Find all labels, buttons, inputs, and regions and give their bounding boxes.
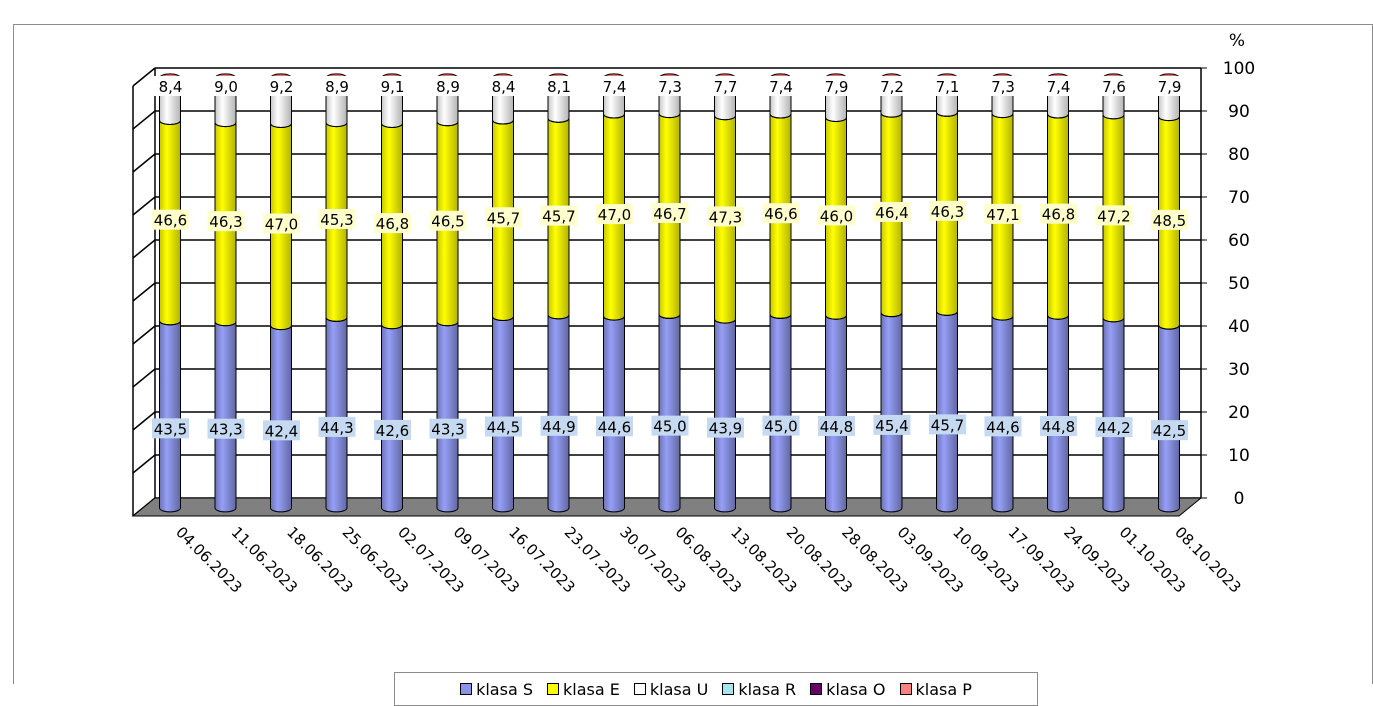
data-label-klasa-s: 44,9	[542, 417, 576, 436]
data-label-klasa-e: 46,0	[819, 207, 854, 226]
gridline-side	[133, 111, 155, 129]
data-label-klasa-u: 7,4	[602, 78, 627, 96]
data-label-klasa-s: 43,9	[708, 419, 743, 438]
data-label-klasa-s: 44,2	[1097, 419, 1131, 438]
legend	[394, 672, 1038, 706]
data-label-klasa-s: 43,5	[153, 420, 188, 439]
data-label-klasa-e: 46,6	[153, 211, 188, 230]
data-label-klasa-s: 43,3	[209, 420, 243, 439]
x-tick-label: 25.06.2023	[338, 523, 413, 597]
legend-swatch	[460, 683, 472, 695]
bar-segment-klasa-s	[659, 314, 680, 512]
x-tick-label: 04.06.2023	[172, 523, 246, 597]
data-label-klasa-u: 7,9	[824, 78, 849, 96]
chart-plot	[14, 25, 1373, 645]
data-label-klasa-s: 45,0	[764, 417, 798, 436]
data-label-klasa-e: 47,2	[1097, 207, 1131, 226]
x-tick-label: 30.07.2023	[616, 523, 690, 597]
data-label-klasa-s: 44,8	[1041, 417, 1076, 436]
legend-swatch	[810, 683, 822, 695]
data-label-klasa-e: 48,5	[1152, 211, 1187, 230]
gridline-side	[133, 68, 155, 86]
gridline-side	[133, 455, 155, 473]
data-label-klasa-e: 47,3	[708, 208, 743, 227]
legend-swatch	[722, 683, 734, 695]
bar-segment-klasa-s	[382, 325, 403, 512]
bar-segment-klasa-s	[326, 317, 347, 511]
x-tick-label: 09.07.2023	[449, 523, 524, 597]
bar-segment-klasa-s	[548, 315, 569, 512]
bar-segment-klasa-s	[215, 322, 236, 512]
y-tick-label: 20	[1228, 403, 1250, 423]
data-label-klasa-e: 47,0	[264, 215, 299, 234]
data-label-klasa-u: 9,1	[380, 78, 405, 96]
data-label-klasa-u: 7,9	[1157, 78, 1182, 96]
legend-item	[460, 680, 533, 699]
y-tick-label: 70	[1228, 188, 1250, 208]
legend-swatch	[900, 683, 912, 695]
data-label-klasa-s: 43,3	[431, 420, 465, 439]
legend-swatch	[547, 683, 559, 695]
x-tick-label: 08.10.2023	[1171, 523, 1245, 597]
gridline-side	[133, 369, 155, 387]
x-tick-label: 06.08.2023	[671, 523, 746, 597]
gridline-side	[133, 197, 155, 215]
data-label-klasa-u: 8,1	[547, 78, 571, 96]
legend-label: klasa S	[476, 679, 533, 699]
bar-segment-klasa-s	[992, 316, 1013, 512]
legend-swatch	[634, 683, 646, 695]
data-label-klasa-e: 46,6	[764, 205, 798, 224]
data-label-klasa-s: 44,6	[986, 418, 1020, 437]
bar-segment-klasa-s	[437, 322, 458, 512]
gridline-side	[133, 326, 155, 344]
legend-item	[810, 680, 885, 699]
gridline-side	[133, 283, 155, 301]
data-label-klasa-u: 8,4	[491, 78, 516, 96]
y-tick-label: 100	[1222, 59, 1256, 79]
bar-segment-klasa-s	[1159, 325, 1180, 512]
data-label-klasa-s: 42,5	[1152, 422, 1187, 441]
x-tick-label: 17.09.2023	[1004, 523, 1079, 597]
x-tick-label: 24.09.2023	[1060, 523, 1134, 597]
x-tick-label: 20.08.2023	[782, 523, 857, 597]
data-label-klasa-u: 7,3	[991, 78, 1015, 96]
x-tick-label: 02.07.2023	[394, 523, 468, 597]
data-label-klasa-e: 46,5	[431, 212, 465, 231]
data-label-klasa-s: 44,6	[597, 418, 632, 437]
y-tick-label: 90	[1228, 102, 1250, 122]
data-label-klasa-e: 47,0	[597, 206, 632, 225]
x-tick-label: 18.06.2023	[283, 523, 357, 597]
data-label-klasa-e: 47,1	[986, 205, 1020, 224]
legend-label: klasa R	[738, 679, 797, 699]
legend-item	[634, 680, 708, 699]
data-label-klasa-u: 7,1	[935, 78, 960, 96]
y-tick-label: 10	[1228, 446, 1250, 466]
data-label-klasa-s: 44,5	[486, 418, 521, 437]
bar-segment-klasa-s	[604, 316, 625, 512]
gridline-side	[133, 154, 155, 172]
data-label-klasa-s: 42,6	[375, 421, 410, 440]
x-tick-label: 16.07.2023	[505, 523, 579, 597]
y-tick-label: 80	[1228, 145, 1250, 165]
data-label-klasa-u: 8,4	[158, 78, 183, 96]
data-label-klasa-u: 9,0	[214, 78, 238, 96]
bar-segment-klasa-s	[826, 315, 847, 512]
data-label-klasa-s: 42,4	[264, 422, 299, 441]
bar-segment-klasa-s	[493, 317, 514, 512]
legend-label: klasa O	[826, 679, 886, 699]
bar-segment-klasa-s	[937, 311, 958, 512]
data-label-klasa-e: 45,7	[542, 207, 576, 226]
y-unit-label: %	[1228, 31, 1246, 51]
data-label-klasa-u: 7,7	[713, 78, 738, 96]
data-label-klasa-u: 7,3	[658, 78, 682, 96]
legend-label: klasa P	[915, 679, 972, 699]
data-label-klasa-e: 45,7	[486, 209, 521, 228]
x-tick-label: 11.06.2023	[227, 523, 302, 597]
bar-segment-klasa-s	[1103, 318, 1124, 512]
bar-segment-klasa-s	[1048, 315, 1069, 512]
bar-segment-klasa-s	[715, 319, 736, 512]
x-tick-label: 01.10.2023	[1115, 523, 1190, 597]
x-tick-label: 28.08.2023	[838, 523, 912, 597]
legend-label: klasa E	[563, 679, 620, 699]
data-label-klasa-e: 45,3	[320, 211, 354, 230]
data-label-klasa-u: 9,2	[269, 78, 294, 96]
data-label-klasa-e: 46,8	[1041, 205, 1076, 224]
x-tick-label: 03.09.2023	[893, 523, 968, 597]
gridline-side	[133, 412, 155, 430]
data-label-klasa-s: 45,0	[653, 417, 687, 436]
y-tick-label: 60	[1228, 231, 1250, 251]
legend-item	[900, 680, 972, 699]
chart-frame	[13, 24, 1373, 699]
legend-item	[547, 680, 620, 699]
data-label-klasa-u: 8,9	[436, 78, 460, 96]
gridline-side	[133, 240, 155, 258]
data-label-klasa-u: 7,4	[1046, 78, 1071, 96]
data-label-klasa-u: 8,9	[325, 78, 349, 96]
data-label-klasa-s: 44,8	[819, 417, 854, 436]
data-label-klasa-s: 44,3	[320, 418, 354, 437]
data-label-klasa-s: 45,7	[930, 416, 965, 435]
x-tick-label: 10.09.2023	[949, 523, 1023, 597]
bar-segment-klasa-s	[881, 313, 902, 512]
data-label-klasa-s: 45,4	[875, 416, 909, 435]
y-tick-label: 50	[1228, 274, 1250, 294]
bar-segment-klasa-s	[160, 321, 181, 512]
data-label-klasa-e: 46,7	[653, 204, 687, 223]
y-tick-label: 0	[1233, 489, 1245, 509]
data-label-klasa-e: 46,3	[209, 213, 243, 232]
data-label-klasa-u: 7,2	[880, 78, 904, 96]
y-tick-label: 40	[1228, 317, 1250, 337]
data-label-klasa-e: 46,8	[375, 215, 410, 234]
data-label-klasa-e: 46,4	[875, 203, 909, 222]
bar-segment-klasa-s	[770, 314, 791, 512]
data-label-klasa-u: 7,4	[769, 78, 793, 96]
bar-segment-klasa-s	[271, 326, 292, 512]
legend-label: klasa U	[649, 679, 709, 699]
data-label-klasa-e: 46,3	[930, 202, 965, 221]
data-label-klasa-u: 7,6	[1102, 78, 1126, 96]
legend-item	[722, 680, 796, 699]
x-tick-label: 13.08.2023	[727, 523, 801, 597]
y-tick-label: 30	[1228, 360, 1250, 380]
x-tick-label: 23.07.2023	[560, 523, 635, 597]
